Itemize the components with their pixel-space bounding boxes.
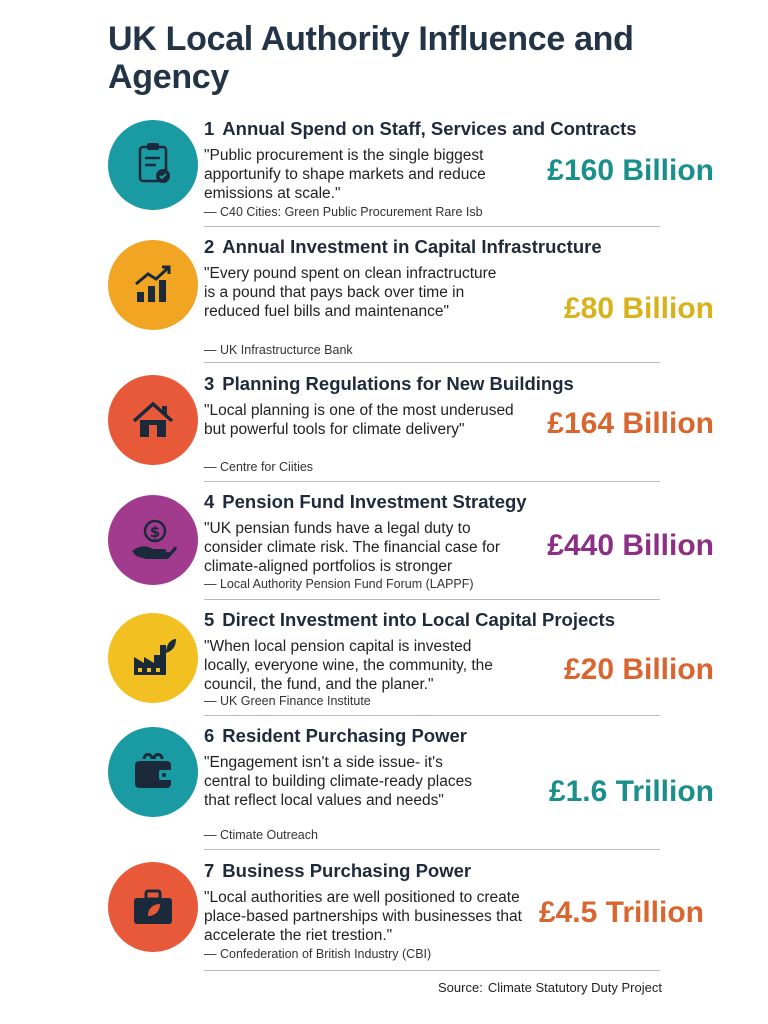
item-source: — Ctimate Outreach	[204, 828, 318, 842]
divider	[204, 715, 660, 716]
list-item	[108, 860, 704, 972]
factory-plant-icon	[108, 613, 198, 703]
list-item	[108, 491, 714, 601]
house-icon	[108, 375, 198, 465]
item-quote: "Local planning is one of the most underused but powerful tools for climate delivery"	[204, 402, 514, 438]
item-source: — Centre for Ciities	[204, 460, 314, 474]
item-amount: £80 Billion	[563, 292, 714, 325]
item-title: 3 Planning Regulations for New Buildings	[204, 373, 574, 394]
item-title: 1 Annual Spend on Staff, Services and Contracts	[204, 118, 637, 139]
list-item	[108, 725, 714, 851]
wallet-icon	[108, 727, 198, 817]
item-amount: £160 Billion	[547, 154, 714, 187]
divider	[204, 226, 660, 227]
item-amount: £20 Billion	[563, 653, 714, 686]
item-quote: "UK pensian funds have a legal duty to consider climate risk. The financial case for climate-aligned portfolios is stronger	[204, 520, 501, 575]
divider	[204, 481, 660, 482]
item-source: — Confederation of British Industry (CBI)	[204, 947, 432, 961]
item-title: 6 Resident Purchasing Power	[204, 725, 467, 746]
page-title: UK Local Authority Influence and Agency	[108, 20, 634, 96]
item-amount: £164 Billion	[547, 407, 714, 440]
item-title: 7 Business Purchasing Power	[204, 860, 472, 881]
clipboard-checklist-icon	[108, 120, 198, 210]
briefcase-leaf-icon	[108, 862, 198, 952]
source-label: Source:	[438, 980, 483, 995]
hand-coin-icon	[108, 495, 198, 585]
growth-chart-icon	[108, 240, 198, 330]
divider	[204, 849, 660, 850]
item-amount: £1.6 Trillion	[548, 775, 714, 808]
item-title: 4 Pension Fund Investment Strategy	[204, 491, 527, 512]
item-title: 5 Direct Investment into Local Capital Projects	[204, 609, 616, 630]
divider	[204, 362, 660, 363]
item-source: — UK Green Finance Institute	[204, 694, 371, 708]
item-source: — Local Authority Pension Fund Forum (LAPPF)	[204, 577, 474, 591]
list-item	[108, 373, 714, 483]
item-quote: "Local authorities are well positioned to create place-based partnerships with businesses that accelerate the riet trestion."	[204, 889, 522, 944]
item-amount: £440 Billion	[547, 529, 714, 562]
divider	[204, 599, 660, 600]
item-quote: "When local pension capital is invested locally, everyone wine, the community, the council, the fund, and the planer."	[204, 638, 493, 693]
item-source: — UK Infrastructurce Bank	[204, 343, 353, 357]
item-title: 2 Annual Investment in Capital Infrastructure	[204, 236, 602, 257]
item-quote: "Public procurement is the single biggest apportunify to shape markets and reduce emissions at scale."	[204, 147, 486, 202]
item-quote: "Engagement isn't a side issue- it's central to building climate-ready places that reflect local values and needs"	[204, 754, 472, 809]
item-amount: £4.5 Trillion	[538, 896, 704, 929]
source-footer	[438, 980, 662, 995]
list-item	[108, 236, 714, 364]
svg-text:$: $	[149, 523, 161, 541]
item-quote: "Every pound spent on clean infractructure is a pound that pays back over time in reduced fuel bills and maintenance"	[204, 265, 497, 320]
divider	[204, 970, 660, 971]
item-source: — C40 Cities: Green Public Procurement Rare Isb	[204, 205, 483, 219]
list-item	[108, 609, 714, 719]
list-item	[108, 118, 714, 228]
source-text: Climate Statutory Duty Project	[487, 980, 662, 995]
